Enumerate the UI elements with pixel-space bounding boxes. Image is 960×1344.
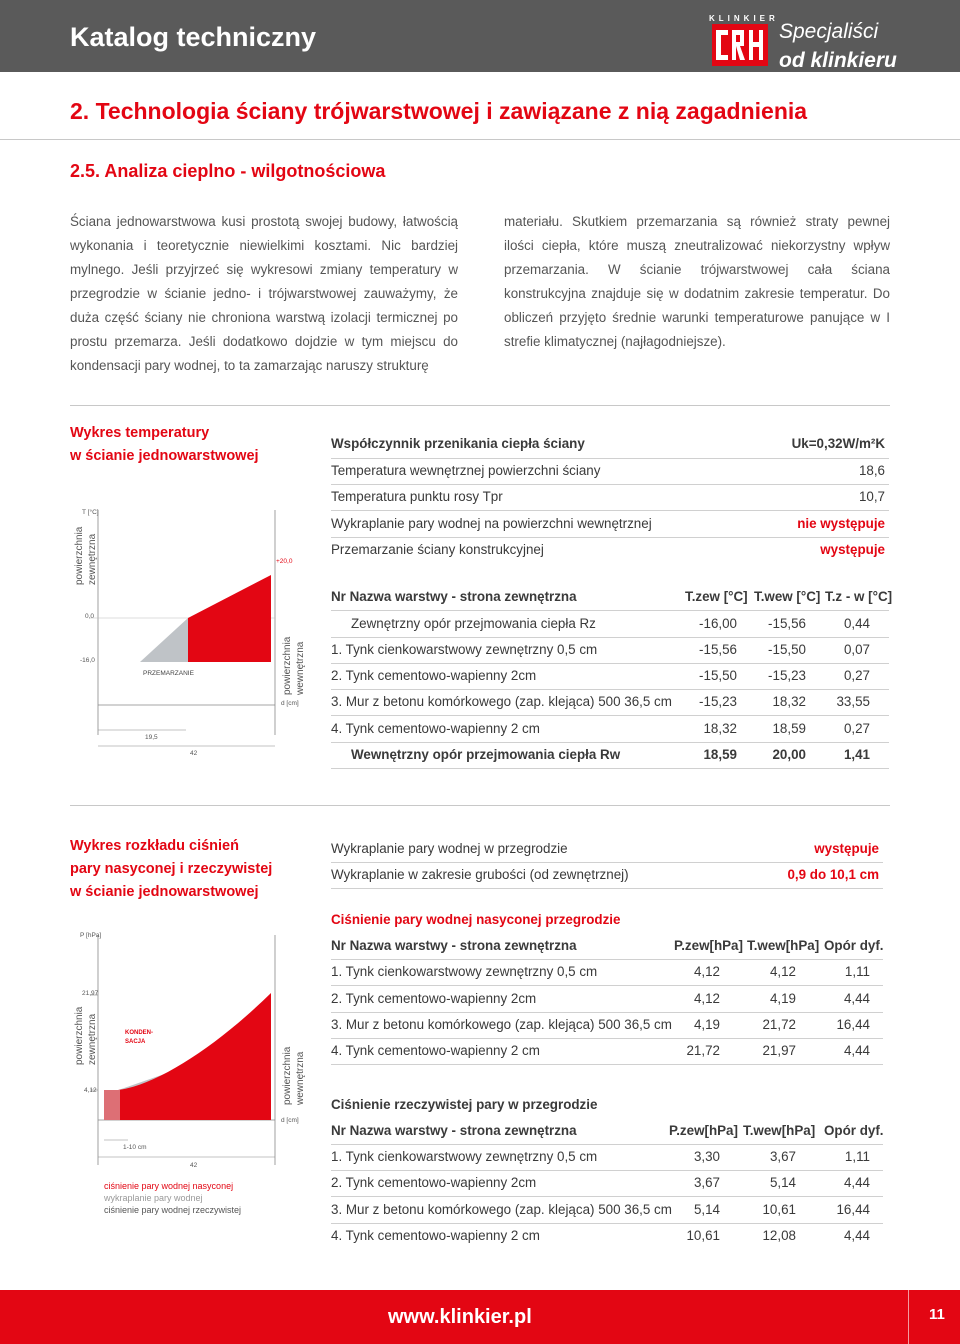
temp-row-0-diff: 0,44 <box>843 616 870 631</box>
pressure-summary-value-1: 0,9 do 10,1 cm <box>787 867 879 882</box>
saturated-row-3-name: 4. Tynk cementowo-wapienny 2 cm <box>331 1043 540 1058</box>
temp-chart-title <box>70 422 259 468</box>
saturated-row-2-pzew: 4,19 <box>693 1017 720 1032</box>
pressure-chart <box>68 925 318 1220</box>
temp-title-line-2: w ścianie jednowarstwowej <box>70 448 259 464</box>
actual-row-3-opor: 4,44 <box>843 1228 870 1243</box>
temp-dim-total: 42 <box>190 750 198 757</box>
saturated-row-2-twew: 21,72 <box>762 1017 796 1032</box>
pressure-legend-condensation: wykraplanie pary wodnej <box>104 1193 203 1203</box>
actual-row-0-twew: 3,67 <box>769 1149 796 1164</box>
row-line <box>331 537 889 538</box>
temp-summary-label-4: Przemarzanie ściany konstrukcyjnej <box>331 542 544 557</box>
temp-row-2-twew: -15,23 <box>768 668 806 683</box>
temp-row-5-diff: 1,41 <box>843 747 870 762</box>
temp-inner-label-2: wewnętrzna <box>295 641 306 695</box>
saturated-header-0: Nr Nazwa warstwy - strona zewnętrzna <box>331 938 577 953</box>
actual-row-0-pzew: 3,30 <box>693 1149 720 1164</box>
row-line <box>331 1012 883 1013</box>
saturated-row-2-opor: 16,44 <box>836 1017 870 1032</box>
page-number: 11 <box>929 1306 945 1323</box>
pressure-dim-cond: 1-10 cm <box>123 1144 147 1151</box>
pressure-summary-label-0: Wykraplanie pary wodnej w przegrodzie <box>331 841 568 856</box>
saturated-header-3: Opór dyf. <box>824 938 884 953</box>
temp-row-2-tzew: -15,50 <box>699 668 737 683</box>
temp-row-1-name: 1. Tynk cienkowarstwowy zewnętrzny 0,5 cm <box>331 642 598 657</box>
temp-summary-label-1: Temperatura wewnętrznej powierzchni ściany <box>331 463 601 478</box>
intro-column-2: materiału. Skutkiem przemarzania są również straty pewnej ilości ciepła, które muszą zneutralizować niekorzystny wpływ przemarzania. W ścianie trójwarstwowej cała ściana konstrukcyjna znajduje się w dodatnim zakresie temperatur. Do obliczeń przyjęto średnie warunki temperaturowe panujące w I strefie klimatycznej (najłagodniejsze). <box>504 214 890 349</box>
pressure-summary-label-1: Wykraplanie w zakresie grubości (od zewnętrznej) <box>331 867 629 882</box>
saturated-row-1-name: 2. Tynk cementowo-wapienny 2cm <box>331 991 537 1006</box>
footer-divider <box>908 1290 909 1344</box>
pressure-cond-label-1: KONDEN- <box>125 1030 153 1036</box>
saturated-row-3-opor: 4,44 <box>843 1043 870 1058</box>
row-line <box>331 689 889 690</box>
catalog-title: Katalog techniczny <box>70 22 317 52</box>
pressure-title-line-3: w ścianie jednowarstwowej <box>70 884 259 900</box>
saturated-row-3-twew: 21,97 <box>762 1043 796 1058</box>
temp-warm-area <box>188 575 271 662</box>
actual-row-1-name: 2. Tynk cementowo-wapienny 2cm <box>331 1175 537 1190</box>
temp-row-4-twew: 18,59 <box>772 721 806 736</box>
row-line <box>331 742 889 743</box>
temp-row-3-twew: 18,32 <box>772 694 806 709</box>
pressure-inner-label-1: powierzchnia <box>282 1046 293 1105</box>
pressure-tick-top: 21,97 <box>82 990 99 997</box>
pressure-condensation-zone <box>104 1090 120 1120</box>
actual-row-3-twew: 12,08 <box>762 1228 796 1243</box>
temp-row-0-name: Zewnętrzny opór przejmowania ciepła Rz <box>351 616 596 631</box>
saturated-row-0-twew: 4,12 <box>769 964 796 979</box>
actual-row-0-name: 1. Tynk cienkowarstwowy zewnętrzny 0,5 cm <box>331 1149 598 1164</box>
intro-column-1: Ściana jednowarstwowa kusi prostotą swojej budowy, łatwością wykonania i teoretycznie niewielkimi kosztami. Nic bardziej mylnego. Jeśli przyjrzeć się wykresowi zmiany temperatury w przegrodzie w ścianie jedno- i trójwarstwowej zauważymy, że duża część ściany nie chroniona warstwą izolacji termicznej po prostu przemarza. Jeśli dodatkowo dojdzie w tym miejscu do kondensacji pary wodnej, to ta zamarzając naruszy strukturę <box>70 214 458 373</box>
actual-header-1: P.zew[hPa] <box>669 1123 738 1138</box>
crh-logo-icon <box>712 24 768 66</box>
actual-row-3-name: 4. Tynk cementowo-wapienny 2 cm <box>331 1228 540 1243</box>
temp-row-4-diff: 0,27 <box>843 721 870 736</box>
row-line <box>331 768 889 769</box>
logo-top-text: KLINKIER <box>709 14 779 23</box>
temp-summary-label-3: Wykraplanie pary wodnej na powierzchni wewnętrznej <box>331 516 652 531</box>
temp-summary-value-0: Uk=0,32W/m²K <box>791 436 885 451</box>
actual-row-2-opor: 16,44 <box>836 1202 870 1217</box>
pressure-inner-label-2: wewnętrzna <box>295 1051 306 1105</box>
row-line <box>331 458 889 459</box>
temp-x-axis-label: d [cm] <box>281 700 299 707</box>
row-line <box>331 510 889 511</box>
temp-summary-label-0: Współczynnik przenikania ciepła ściany <box>331 436 585 451</box>
temp-outer-label-2: zewnętrzna <box>87 533 98 585</box>
temp-row-3-name: 3. Mur z betonu komórkowego (zap. klejąca) 500 36,5 cm <box>331 694 672 709</box>
temp-table-header-0: Nr Nazwa warstwy - strona zewnętrzna <box>331 589 577 604</box>
temperature-chart <box>68 500 318 770</box>
saturated-row-2-name: 3. Mur z betonu komórkowego (zap. klejąca) 500 36,5 cm <box>331 1017 672 1032</box>
actual-row-2-name: 3. Mur z betonu komórkowego (zap. klejąca) 500 36,5 cm <box>331 1202 672 1217</box>
row-line <box>331 1038 883 1039</box>
actual-header-3: Opór dyf. <box>824 1123 884 1138</box>
section-title: 2. Technologia ściany trójwarstwowej i zawiązane z nią zagadnienia <box>70 98 808 124</box>
temp-row-4-tzew: 18,32 <box>703 721 737 736</box>
saturated-row-0-pzew: 4,12 <box>693 964 720 979</box>
temp-row-3-diff: 33,55 <box>836 694 870 709</box>
saturated-row-3-pzew: 21,72 <box>686 1043 720 1058</box>
temp-freeze-area <box>140 618 188 662</box>
saturated-row-1-twew: 4,19 <box>769 991 796 1006</box>
temp-row-5-name: Wewnętrzny opór przejmowania ciepła Rw <box>351 747 621 762</box>
tagline-line-2: od klinkieru <box>779 49 897 72</box>
actual-header-0: Nr Nazwa warstwy - strona zewnętrzna <box>331 1123 577 1138</box>
saturated-header-1: P.zew[hPa] <box>674 938 743 953</box>
pressure-legend-actual: ciśnienie pary wodnej rzeczywistej <box>104 1205 242 1215</box>
row-line <box>331 959 883 960</box>
actual-row-2-pzew: 5,14 <box>693 1202 720 1217</box>
pressure-title-line-2: pary nasyconej i rzeczywistej <box>70 861 273 877</box>
temp-summary-value-3: nie występuje <box>797 516 885 531</box>
temp-row-1-tzew: -15,56 <box>699 642 737 657</box>
row-line <box>331 715 889 716</box>
actual-row-1-opor: 4,44 <box>843 1175 870 1190</box>
actual-table-title: Ciśnienie rzeczywistej pary w przegrodzie <box>331 1097 598 1112</box>
row-line <box>331 610 889 611</box>
pressure-cond-label-2: SACJA <box>125 1039 146 1045</box>
saturated-row-1-opor: 4,44 <box>843 991 870 1006</box>
temp-row-4-name: 4. Tynk cementowo-wapienny 2 cm <box>331 721 540 736</box>
pressure-legend-saturated: ciśnienie pary wodnej nasyconej <box>104 1181 234 1191</box>
temp-row-3-tzew: -15,23 <box>699 694 737 709</box>
footer-url-link[interactable]: www.klinkier.pl <box>388 1306 532 1328</box>
row-line <box>331 484 889 485</box>
temp-row-1-twew: -15,50 <box>768 642 806 657</box>
temp-outer-label-1: powierzchnia <box>74 526 85 585</box>
row-line <box>331 1170 883 1171</box>
temp-table-header-2: T.wew [°C] <box>754 589 821 604</box>
temp-row-2-name: 2. Tynk cementowo-wapienny 2cm <box>331 668 537 683</box>
section-divider-2 <box>70 805 890 806</box>
subsection-title: 2.5. Analiza cieplno - wilgotnościowa <box>70 161 386 181</box>
row-line <box>331 888 883 889</box>
pressure-summary-value-0: występuje <box>814 841 879 856</box>
row-line <box>331 1223 883 1224</box>
temp-summary-value-4: występuje <box>820 542 885 557</box>
actual-row-0-opor: 1,11 <box>844 1149 870 1164</box>
pressure-y-axis-label: P [hPa] <box>80 932 102 939</box>
row-line <box>331 985 883 986</box>
pressure-x-axis-label: d [cm] <box>281 1117 299 1124</box>
row-line <box>331 1196 883 1197</box>
temp-freeze-label: PRZEMARZANIE <box>143 670 194 677</box>
temp-row-2-diff: 0,27 <box>843 668 870 683</box>
temp-row-0-twew: -15,56 <box>768 616 806 631</box>
pressure-tick-low: 4,12 <box>84 1087 97 1094</box>
actual-row-2-twew: 10,61 <box>762 1202 796 1217</box>
pressure-chart-title <box>70 835 272 904</box>
temp-tick-zero: 0,0 <box>85 613 95 620</box>
pressure-outer-label-2: zewnętrzna <box>87 1013 98 1065</box>
row-line <box>331 1064 883 1065</box>
temp-inner-label-1: powierzchnia <box>282 636 293 695</box>
row-line <box>331 1144 883 1145</box>
saturated-row-0-opor: 1,11 <box>844 964 870 979</box>
actual-header-2: T.wew[hPa] <box>743 1123 816 1138</box>
temp-row-1-diff: 0,07 <box>843 642 870 657</box>
saturated-header-2: T.wew[hPa] <box>747 938 820 953</box>
actual-row-1-twew: 5,14 <box>769 1175 796 1190</box>
saturated-row-1-pzew: 4,12 <box>693 991 720 1006</box>
actual-row-3-pzew: 10,61 <box>686 1228 720 1243</box>
pressure-saturated-area <box>104 993 271 1120</box>
temp-tick-top: +20,0 <box>276 558 293 565</box>
row-line <box>331 663 889 664</box>
temp-y-axis-label: T [°C] <box>82 509 99 516</box>
pressure-outer-label-1: powierzchnia <box>74 1006 85 1065</box>
temp-dim-freeze: 19,5 <box>145 734 158 741</box>
temp-row-5-tzew: 18,59 <box>703 747 737 762</box>
pressure-dim-total: 42 <box>190 1162 198 1169</box>
saturated-table-title: Ciśnienie pary wodnej nasyconej przegrodzie <box>331 912 621 927</box>
row-line <box>331 862 883 863</box>
actual-row-1-pzew: 3,67 <box>693 1175 720 1190</box>
temp-row-0-tzew: -16,00 <box>699 616 737 631</box>
title-divider <box>0 139 960 140</box>
temp-title-line-1: Wykres temperatury <box>70 425 210 441</box>
temp-table-header-3: T.z - w [°C] <box>825 589 893 604</box>
temp-table-header-1: T.zew [°C] <box>685 589 748 604</box>
pressure-title-line-1: Wykres rozkładu ciśnień <box>70 838 239 854</box>
tagline-line-1: Specjaliści <box>779 20 879 43</box>
row-line <box>331 637 889 638</box>
temp-summary-value-1: 18,6 <box>858 463 885 478</box>
temp-summary-value-2: 10,7 <box>858 489 885 504</box>
temp-tick-min: -16,0 <box>80 657 95 664</box>
section-divider-1 <box>70 405 890 406</box>
temp-summary-label-2: Temperatura punktu rosy Tpr <box>331 489 503 504</box>
saturated-row-0-name: 1. Tynk cienkowarstwowy zewnętrzny 0,5 cm <box>331 964 598 979</box>
temp-row-5-twew: 20,00 <box>772 747 806 762</box>
